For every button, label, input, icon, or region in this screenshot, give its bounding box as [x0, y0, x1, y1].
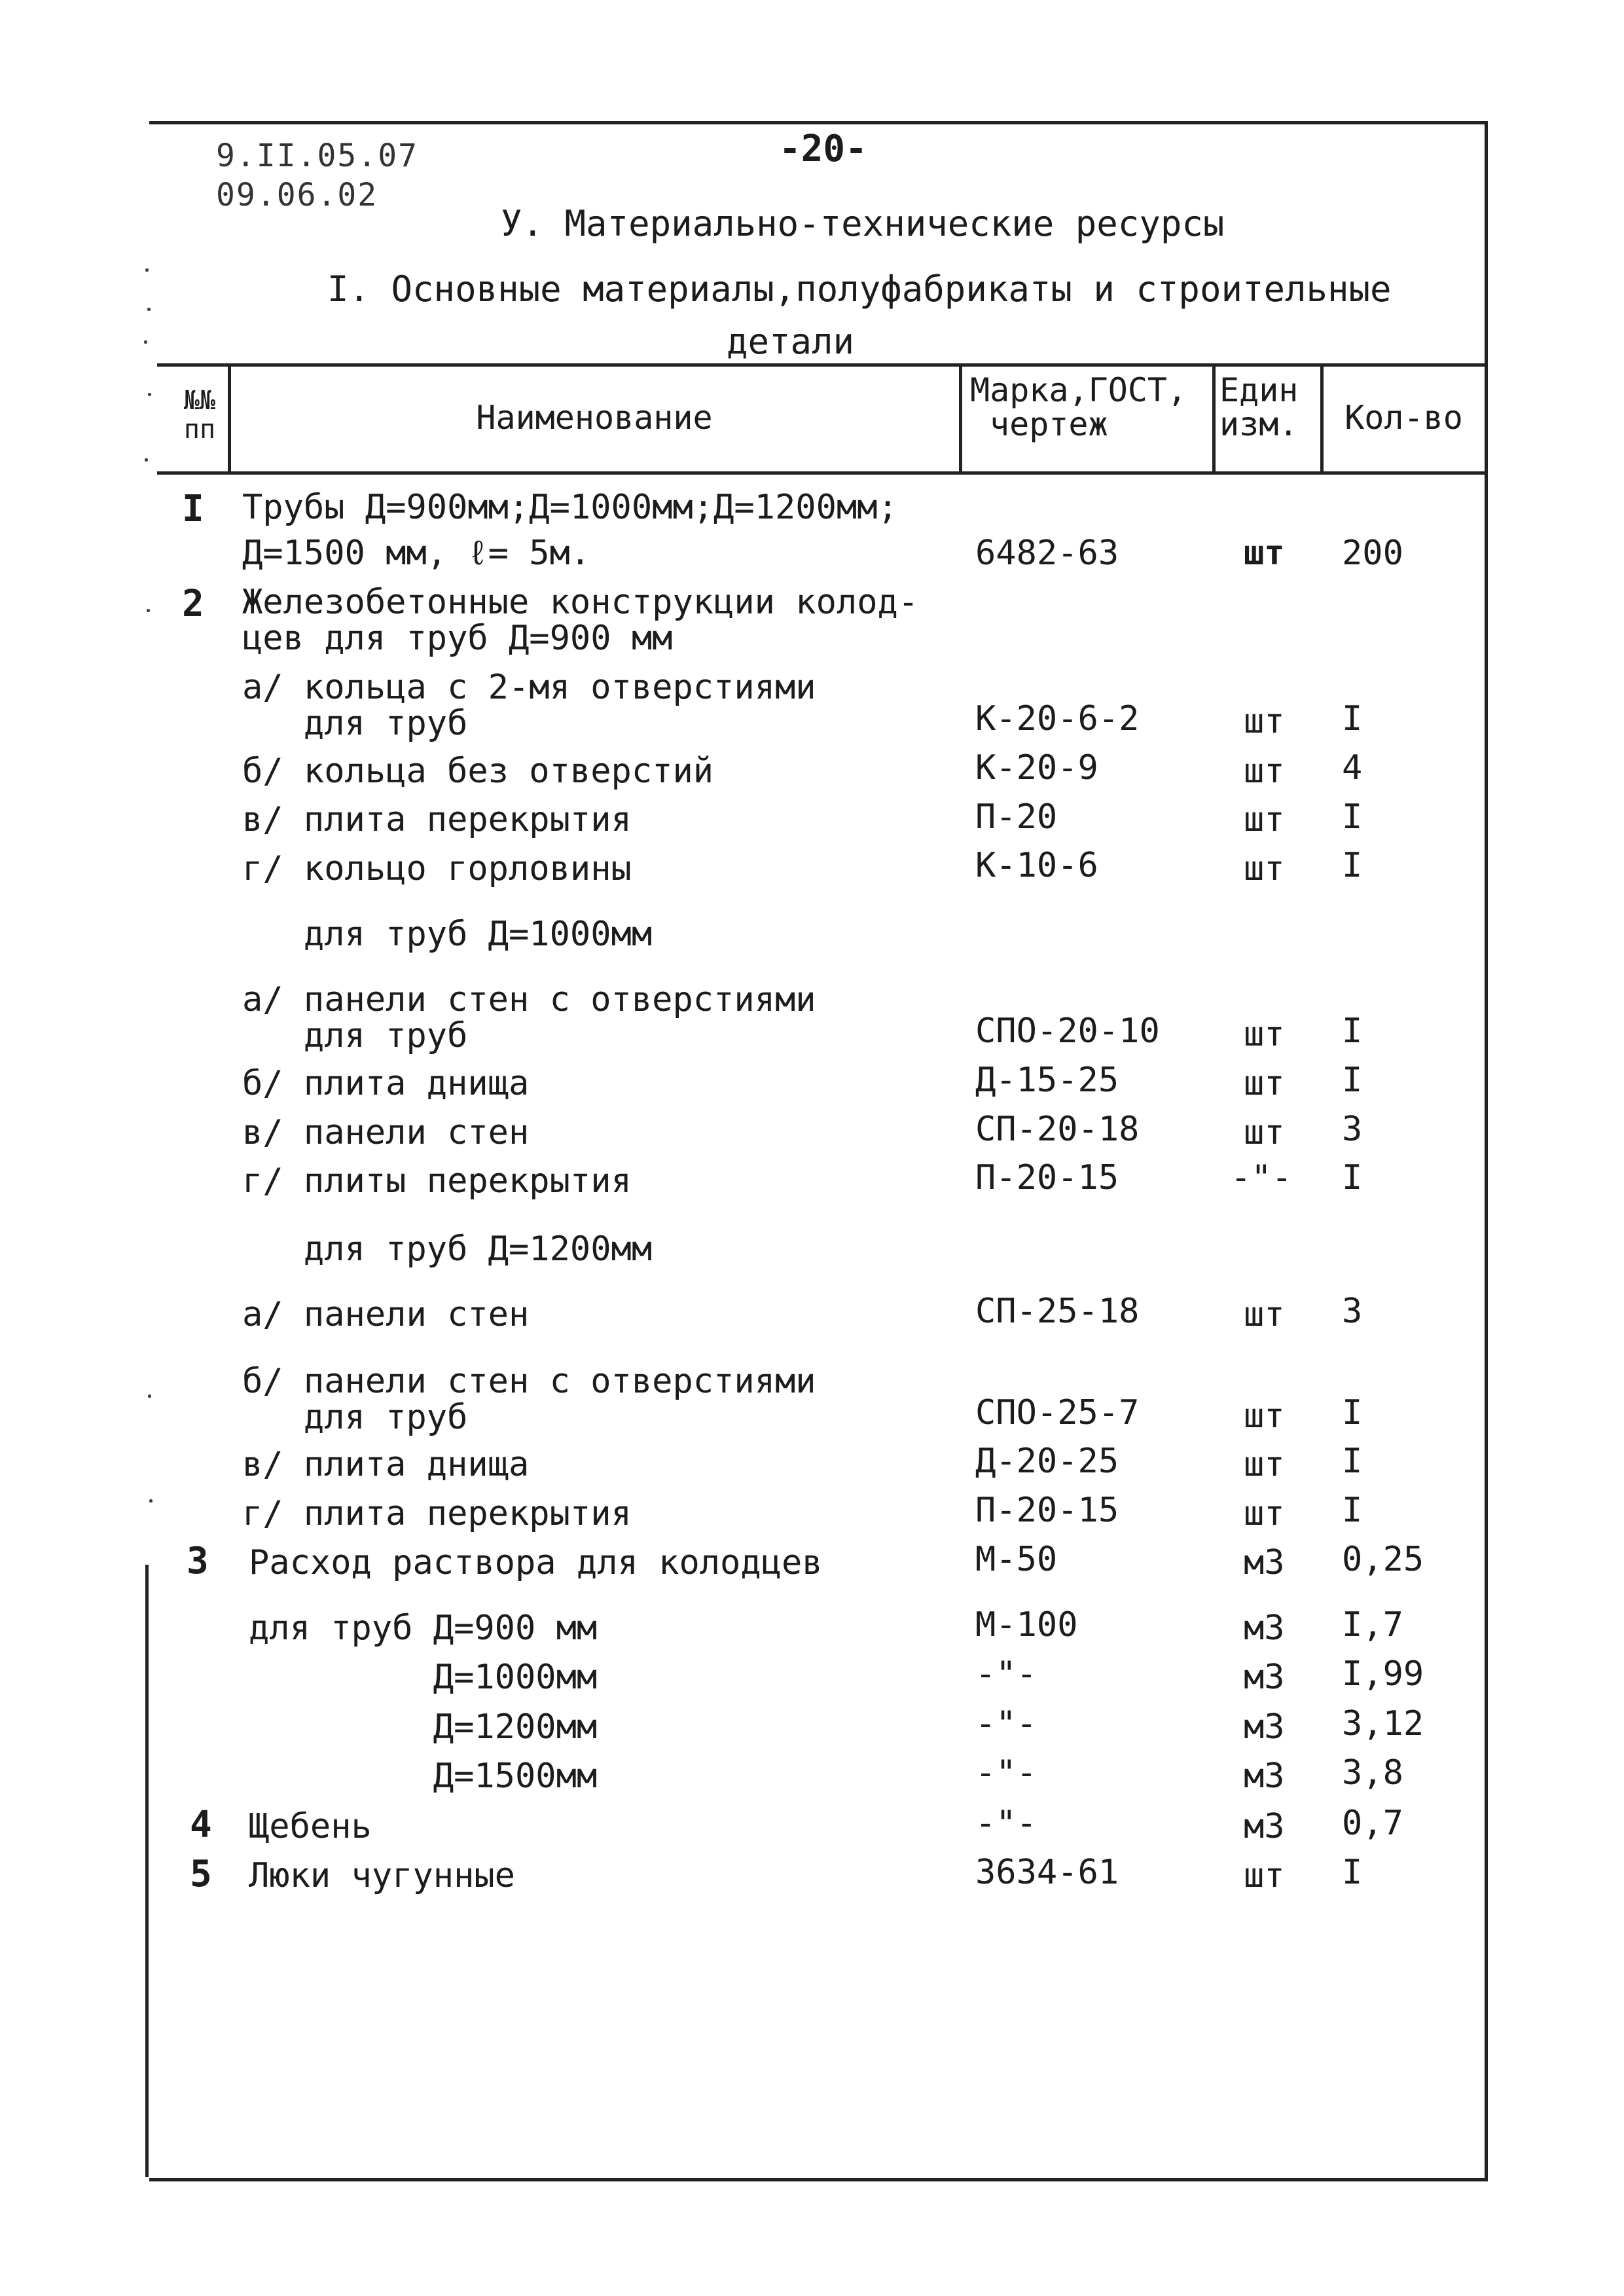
- doc-code-1: 9.II.05.07: [216, 137, 418, 174]
- row-qty: I: [1342, 699, 1363, 738]
- page-number: -20-: [779, 128, 867, 170]
- row-qty: I,99: [1342, 1654, 1424, 1694]
- subsection-title-1: I. Основные материалы,полуфабрикаты и строительные: [327, 268, 1392, 310]
- row-qty: 3,12: [1342, 1704, 1424, 1743]
- row-name: Д=1500мм: [249, 1757, 598, 1796]
- row-name: Люки чугунные: [249, 1856, 515, 1895]
- row-name: Д=1200мм: [249, 1707, 598, 1747]
- row-mark: П-20-15: [975, 1158, 1119, 1197]
- row-qty: 4: [1342, 748, 1363, 788]
- row-mark: -"-: [975, 1704, 1037, 1743]
- row-unit: шт: [1244, 1295, 1285, 1334]
- row-qty: I: [1342, 1853, 1363, 1892]
- header-name: Наименование: [476, 399, 713, 437]
- row-mark: -"-: [975, 1753, 1037, 1793]
- row-qty: I: [1342, 1491, 1363, 1530]
- row-qty: 3,8: [1342, 1753, 1403, 1793]
- row-name: Д=1500 мм, ℓ= 5м.: [242, 534, 591, 573]
- row-unit: м3: [1244, 1807, 1285, 1846]
- row-mark: К-20-6-2: [975, 699, 1140, 738]
- row-unit: -"-: [1231, 1158, 1292, 1197]
- row-unit: шт: [1244, 849, 1285, 888]
- row-name: для труб: [242, 1016, 468, 1055]
- row-unit: м3: [1244, 1757, 1285, 1796]
- row-unit: шт: [1244, 800, 1285, 839]
- header-unit-line2: изм.: [1219, 405, 1299, 443]
- row-name: для труб Д=1000мм: [242, 915, 653, 954]
- row-name: в/ панели стен: [242, 1113, 530, 1152]
- row-qty: I,7: [1342, 1605, 1403, 1645]
- row-mark: СПО-25-7: [975, 1393, 1140, 1432]
- header-no-line2: пп: [183, 414, 216, 445]
- section-title: У. Материально-технические ресурсы: [501, 203, 1225, 244]
- row-mark: СП-20-18: [975, 1110, 1140, 1149]
- row-no: I: [182, 488, 204, 530]
- row-mark: -"-: [975, 1654, 1037, 1694]
- row-name: цев для труб Д=900 мм: [242, 619, 673, 658]
- row-no: 5: [190, 1853, 212, 1895]
- row-name: в/ плита перекрытия: [242, 800, 632, 839]
- row-qty: I: [1342, 797, 1363, 837]
- row-qty: I: [1342, 846, 1363, 885]
- header-mark-line1: Марка,ГОСТ,: [970, 371, 1187, 409]
- row-unit: шт: [1244, 534, 1285, 573]
- row-name: б/ плита днища: [242, 1064, 530, 1103]
- row-qty: 3: [1342, 1110, 1363, 1149]
- row-unit: шт: [1244, 1113, 1285, 1152]
- row-qty: 200: [1342, 534, 1403, 573]
- row-qty: I: [1342, 1011, 1363, 1051]
- row-name: для труб: [242, 1398, 468, 1437]
- row-name: Железобетонные конструкции колод-: [242, 583, 919, 622]
- row-mark: -"-: [975, 1804, 1037, 1843]
- row-name: г/ кольцо горловины: [242, 849, 632, 888]
- row-name: для труб Д=900 мм: [249, 1609, 598, 1648]
- row-qty: 3: [1342, 1292, 1363, 1331]
- subsection-title-2: детали: [727, 321, 855, 362]
- row-mark: П-20-15: [975, 1491, 1119, 1530]
- row-unit: шт: [1244, 1856, 1285, 1895]
- row-unit: шт: [1244, 1064, 1285, 1103]
- row-unit: м3: [1244, 1707, 1285, 1747]
- row-unit: м3: [1244, 1658, 1285, 1697]
- row-qty: I: [1342, 1442, 1363, 1481]
- header-no: [173, 386, 226, 444]
- row-qty: I: [1342, 1158, 1363, 1197]
- row-mark: М-100: [975, 1605, 1078, 1645]
- row-name: а/ панели стен с отверстиями: [242, 980, 816, 1019]
- doc-code-2: 09.06.02: [216, 177, 378, 213]
- row-name: б/ кольца без отверстий: [242, 752, 714, 791]
- row-name: Расход раствора для колодцев: [249, 1543, 823, 1582]
- header-no-line1: №№: [183, 386, 216, 416]
- row-mark: Д-20-25: [975, 1442, 1119, 1481]
- row-no: 2: [182, 583, 204, 625]
- header-unit-line1: Един: [1219, 371, 1299, 409]
- row-unit: шт: [1244, 1015, 1285, 1054]
- row-mark: Д-15-25: [975, 1061, 1119, 1100]
- row-no: 3: [187, 1540, 209, 1582]
- row-mark: П-20: [975, 797, 1058, 837]
- row-mark: 6482-63: [975, 534, 1119, 573]
- row-unit: шт: [1244, 702, 1285, 741]
- header-qty: Кол-во: [1344, 399, 1463, 437]
- row-unit: шт: [1244, 752, 1285, 791]
- row-name: Д=1000мм: [249, 1658, 598, 1697]
- row-name: Щебень: [249, 1807, 372, 1846]
- row-mark: К-10-6: [975, 846, 1098, 885]
- row-qty: I: [1342, 1061, 1363, 1100]
- row-name: для труб Д=1200мм: [242, 1230, 653, 1269]
- row-name: а/ кольца с 2-мя отверстиями: [242, 668, 816, 707]
- row-unit: м3: [1244, 1543, 1285, 1582]
- row-no: 4: [190, 1804, 212, 1846]
- row-name: б/ панели стен с отверстиями: [242, 1362, 816, 1401]
- row-qty: 0,7: [1342, 1804, 1403, 1843]
- row-mark: СПО-20-10: [975, 1011, 1160, 1051]
- row-unit: шт: [1244, 1445, 1285, 1484]
- row-name: в/ плита днища: [242, 1445, 530, 1484]
- row-qty: 0,25: [1342, 1540, 1424, 1579]
- row-name: г/ плиты перекрытия: [242, 1161, 632, 1201]
- row-name: г/ плита перекрытия: [242, 1494, 632, 1533]
- row-name: а/ панели стен: [242, 1295, 530, 1334]
- header-unit: [1216, 373, 1324, 441]
- row-name: для труб: [242, 704, 468, 743]
- row-mark: 3634-61: [975, 1853, 1119, 1892]
- header-mark-line2: чертеж: [990, 405, 1108, 443]
- row-unit: м3: [1244, 1609, 1285, 1648]
- page-frame-left: [145, 1565, 149, 2177]
- row-mark: СП-25-18: [975, 1292, 1140, 1331]
- row-name: Трубы Д=900мм;Д=1000мм;Д=1200мм;: [242, 488, 898, 527]
- header-mark: [962, 373, 1219, 441]
- row-qty: I: [1342, 1393, 1363, 1432]
- row-unit: шт: [1244, 1396, 1285, 1436]
- row-unit: шт: [1244, 1494, 1285, 1533]
- row-mark: К-20-9: [975, 748, 1098, 788]
- row-mark: М-50: [975, 1540, 1058, 1579]
